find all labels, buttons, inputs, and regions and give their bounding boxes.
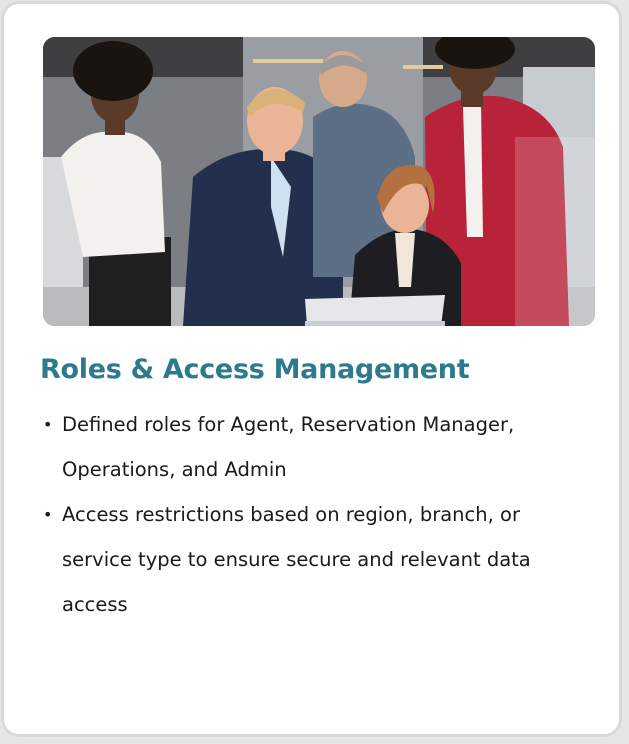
- team-photo-illustration: [43, 37, 595, 326]
- card-title: Roles & Access Management: [40, 354, 470, 385]
- list-item: [40, 402, 590, 492]
- list-item: [40, 492, 590, 627]
- team-photo: [43, 37, 595, 326]
- bullet-text: Defined roles for Agent, Reservation Manager, Operations, and Admin: [62, 413, 515, 481]
- bullet-icon: •: [43, 505, 53, 524]
- feature-card: [1, 1, 622, 737]
- bullet-icon: •: [43, 415, 53, 434]
- feature-bullet-list: [40, 402, 590, 627]
- bullet-text: Access restrictions based on region, branch, or service type to ensure secure and relevant data access: [62, 503, 531, 616]
